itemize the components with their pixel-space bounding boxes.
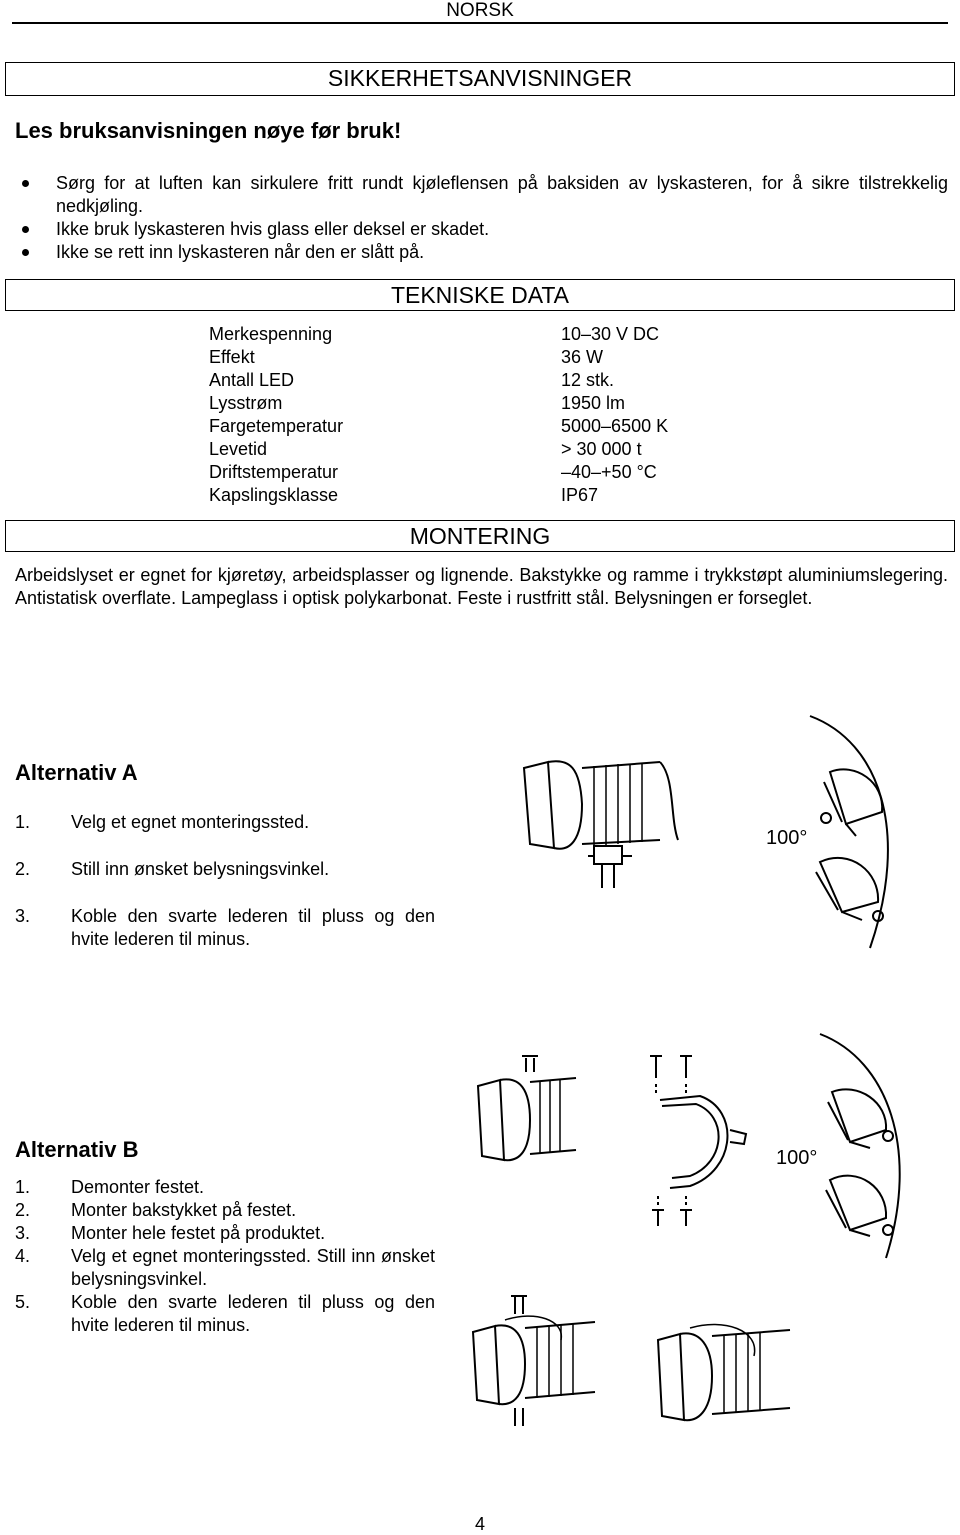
angle-diagram-b — [770, 1030, 950, 1260]
safety-bullet: Ikke bruk lyskasteren hvis glass eller deksel er skadet. — [0, 218, 948, 241]
mounting-description: Arbeidslyset er egnet for kjøretøy, arbeidsplasser og lignende. Bakstykke og ramme i trykkstøpt aluminiumslegering. Antistatisk overflate. Lampeglass i optisk polykarbonat. Feste i rustfritt stål. Belysningen er forseglet. — [15, 565, 948, 608]
step-number: 2. — [15, 859, 31, 879]
step-number: 2. — [15, 1200, 31, 1220]
spec-value: 10–30 V DC — [561, 324, 660, 344]
step-number: 3. — [15, 1223, 31, 1243]
step-text: Velg et egnet monteringssted. — [71, 812, 310, 832]
spec-row — [209, 461, 668, 484]
alt-a-title: Alternativ A — [15, 760, 138, 785]
spec-row — [209, 346, 668, 369]
spec-row — [209, 369, 668, 392]
alt-b-step — [15, 1176, 435, 1199]
alt-b-step — [15, 1199, 435, 1222]
spec-value: IP67 — [561, 485, 599, 505]
safety-intro: Les bruksanvisningen nøye før bruk! — [15, 118, 402, 143]
lamp-back-illustration — [470, 1050, 580, 1170]
spec-value: 12 stk. — [561, 370, 615, 390]
tech-spec-table — [209, 323, 668, 507]
spec-value: –40–+50 °C — [561, 462, 657, 482]
mounting-title-box — [5, 520, 955, 552]
safety-title: SIKKERHETSANVISNINGER — [327, 65, 633, 91]
step-text: Still inn ønsket belysningsvinkel. — [71, 859, 330, 879]
alt-b-title: Alternativ B — [15, 1137, 139, 1162]
angle-label: 100° — [776, 1147, 818, 1169]
mounting-title: MONTERING — [409, 523, 551, 549]
page-number: 4 — [474, 1514, 485, 1534]
spec-row — [209, 392, 668, 415]
step-text: Monter hele festet på produktet. — [71, 1223, 326, 1243]
step-number: 4. — [15, 1246, 31, 1266]
alt-a-step — [15, 905, 435, 951]
spec-value: 5000–6500 K — [561, 416, 669, 436]
alt-a-steps — [15, 811, 435, 951]
spec-row — [209, 415, 668, 438]
spec-value: 36 W — [561, 347, 604, 367]
step-number: 1. — [15, 1177, 31, 1197]
spec-label: Merkespenning — [209, 324, 333, 344]
alt-b-steps — [15, 1176, 435, 1337]
spec-label: Effekt — [209, 347, 255, 367]
assembled-lamp-illustration-2 — [650, 1320, 800, 1430]
safety-bullet: Sørg for at luften kan sirkulere fritt rundt kjøleflensen på baksiden av lyskasteren, for å sikre tilstrekkelig nedkjøling. — [0, 172, 948, 218]
step-text: Velg et egnet monteringssted. Still inn ønsket belysningsvinkel. — [71, 1246, 435, 1289]
alt-a-step — [15, 858, 435, 881]
spec-label: Fargetemperatur — [209, 416, 344, 436]
step-number: 1. — [15, 812, 31, 832]
spec-row — [209, 323, 668, 346]
tech-title: TEKNISKE DATA — [390, 282, 570, 308]
angle-diagram-a — [760, 712, 950, 952]
assembled-lamp-illustration-1 — [465, 1290, 605, 1430]
spec-row — [209, 484, 668, 507]
spec-label: Levetid — [209, 439, 268, 459]
alt-b-step — [15, 1245, 435, 1291]
tech-title-box — [5, 279, 955, 311]
alt-b-step — [15, 1222, 435, 1245]
alt-b-step — [15, 1291, 435, 1337]
header-language: NORSK — [446, 0, 514, 21]
angle-label: 100° — [766, 827, 808, 849]
step-text: Monter bakstykket på festet. — [71, 1200, 297, 1220]
spec-label: Kapslingsklasse — [209, 485, 339, 505]
safety-bullet-list — [0, 172, 948, 264]
step-text: Koble den svarte lederen til pluss og den hvite lederen til minus. — [71, 906, 435, 949]
step-number: 5. — [15, 1292, 31, 1312]
step-text: Demonter festet. — [71, 1177, 205, 1197]
alt-a-step — [15, 811, 435, 834]
spec-label: Antall LED — [209, 370, 295, 390]
step-number: 3. — [15, 906, 31, 926]
safety-bullet: Ikke se rett inn lyskasteren når den er slått på. — [0, 241, 948, 264]
spec-value: 1950 lm — [561, 393, 626, 413]
bracket-parts-illustration — [640, 1050, 760, 1230]
safety-title-box — [5, 62, 955, 96]
step-text: Koble den svarte lederen til pluss og den hvite lederen til minus. — [71, 1292, 435, 1335]
spec-label: Driftstemperatur — [209, 462, 339, 482]
header-rule — [12, 22, 948, 24]
spec-value: > 30 000 t — [561, 439, 642, 459]
spec-row — [209, 438, 668, 461]
lamp-bracket-illustration — [510, 748, 690, 898]
spec-label: Lysstrøm — [209, 393, 283, 413]
